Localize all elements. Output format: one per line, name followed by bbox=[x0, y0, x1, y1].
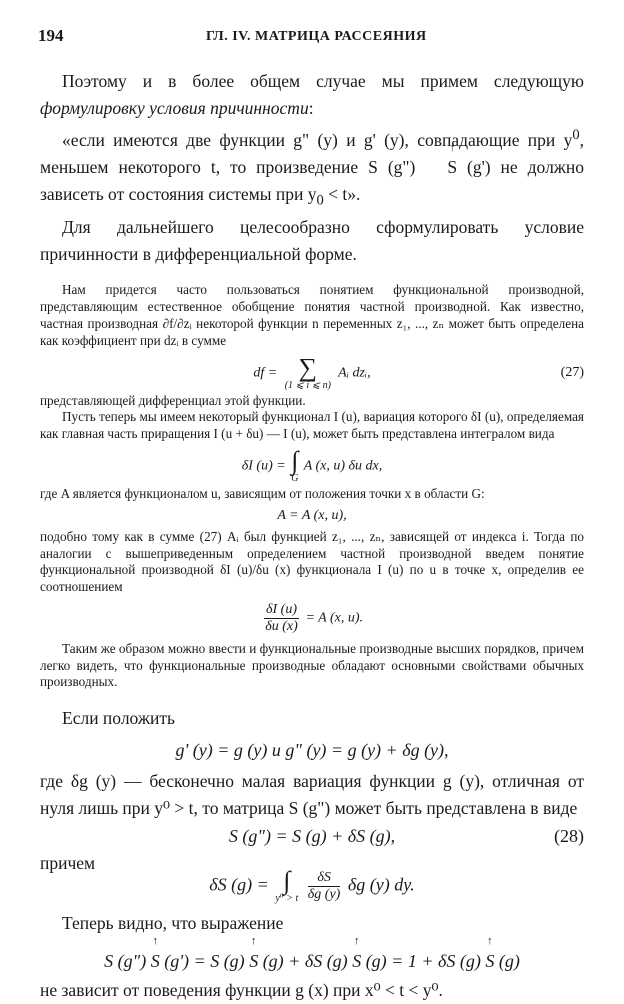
formula-rhs: δg (y) dy. bbox=[347, 874, 415, 895]
formula-lhs: δI (u) = bbox=[241, 458, 286, 474]
equation-number-28: (28) bbox=[554, 826, 584, 847]
text-span: < t». bbox=[323, 183, 361, 204]
formula-A: A = A (x, u), bbox=[277, 507, 347, 523]
formula-lhs: df = bbox=[253, 365, 278, 381]
formula-causality-product bbox=[40, 947, 584, 975]
paragraph-higher-derivatives: Таким же образом можно ввести и функциональные производные высших порядков, причем легко видеть, что функциональные производные обладают основными свойствами обычных производных. bbox=[40, 640, 584, 690]
text-span: Поэтому и в более общем случае мы примем следующую bbox=[62, 71, 584, 91]
text-span: , меньшем некоторого t, то произведение S (g") bbox=[40, 129, 584, 177]
paragraph-causality-intro bbox=[40, 68, 584, 122]
emphasis-causality: формулировку условия причинности bbox=[40, 98, 309, 118]
integral-limits: y⁰ > t bbox=[275, 893, 299, 905]
running-title: ГЛ. IV. МАТРИЦА РАССЕЯНИЯ bbox=[206, 29, 427, 44]
formula-part: (g) bbox=[494, 951, 520, 972]
equation-number-27: (27) bbox=[560, 364, 584, 380]
paragraph-analogy: подобно тому как в сумме (27) Aᵢ был функцией z₁, ..., zₙ, зависящей от индекса i. Тогда по аналогии с вышеприведенным определением частной производной введем понятие функциональной производной δI (u)/δu (x) функционала I (u) по u в точке x, определив ее соотношением bbox=[40, 528, 584, 595]
fraction-denominator: δg (y) bbox=[307, 887, 341, 903]
paragraph-independence: не зависит от поведения функции g (x) при x⁰ < t < y⁰. bbox=[40, 980, 443, 1001]
s-dagger: ↑ S bbox=[151, 947, 160, 975]
paragraph-differential-form: Для дальнейшего целесообразно сформулировать условие причинности в дифференциальной форме. bbox=[40, 217, 584, 265]
fraction-denominator: δu (x) bbox=[265, 618, 298, 634]
s-dagger: ↑ S bbox=[485, 947, 494, 975]
paragraph-functional-variation: Пусть теперь мы имеем некоторый функционал I (u), вариация которого δI (u), определяемая как главная часть приращения I (u + δu) — I (u), может быть представлена интегралом вида bbox=[40, 409, 584, 442]
formula-part: (g) = 1 + δS (g) bbox=[361, 951, 486, 972]
formula-rhs: = A (x, u). bbox=[305, 610, 364, 626]
s-dagger: ↑ S bbox=[425, 154, 457, 181]
subscript: 0 bbox=[316, 192, 324, 209]
paragraph-functional-derivative: Нам придется часто пользоваться понятием функциональной производной, представляющим естественное обобщение понятия частной производной. Как известно, частная производная ∂f/∂zᵢ некоторой функции n переменных z₁, ..., zₙ может быть определена как коэффициент при dzᵢ в сумме bbox=[40, 282, 584, 348]
fraction-numerator: δS bbox=[308, 870, 341, 887]
formula-functional-derivative bbox=[40, 602, 584, 635]
sum-symbol: ∑ bbox=[298, 352, 318, 382]
formula-g-definitions: g' (y) = g (y) и g" (y) = g (y) + δg (y), bbox=[175, 740, 449, 761]
text-span: (g') не должно зависеть от состояния системы при y bbox=[40, 156, 585, 204]
integral-operator bbox=[291, 445, 299, 484]
fraction-numerator: δI (u) bbox=[265, 601, 297, 617]
formula-rhs: A (x, u) δu dx, bbox=[303, 458, 383, 474]
sum-operator bbox=[284, 352, 331, 391]
paragraph-if-set: Если положить bbox=[62, 708, 175, 729]
formula-part: (g) + δS (g) bbox=[258, 951, 353, 972]
formula-body: S (g") = S (g) + δS (g), bbox=[228, 826, 396, 847]
page-body bbox=[40, 68, 584, 1004]
paragraph-causality-condition bbox=[40, 122, 584, 214]
formula-27 bbox=[40, 352, 584, 391]
formula-rhs: Aᵢ dzᵢ, bbox=[338, 365, 371, 381]
integral-operator bbox=[275, 866, 299, 905]
s-dagger: ↑ S bbox=[352, 947, 361, 975]
formula-variation-integral bbox=[40, 445, 584, 484]
paragraph-now-visible: Теперь видно, что выражение bbox=[62, 913, 284, 934]
fraction bbox=[264, 602, 299, 635]
fraction bbox=[308, 870, 341, 903]
superscript: 0 bbox=[572, 127, 580, 143]
paragraph-differential: представляющей дифференциал этой функции. bbox=[40, 392, 306, 408]
text-span: : bbox=[308, 98, 314, 118]
paragraph-functional-A: где A является функционалом u, зависящим от положения точки x в области G: bbox=[40, 485, 485, 501]
paragraph-variation-matrix: где δg (y) — бесконечно малая вариация функции g (y), отличная от нуля лишь при y⁰ > t, то матрица S (g") может быть представлена в виде bbox=[40, 771, 584, 819]
integral-symbol: ∫ bbox=[283, 866, 291, 896]
integral-limits: G bbox=[291, 472, 299, 484]
formula-delta-S bbox=[40, 866, 584, 905]
formula-part: S (g") bbox=[104, 951, 151, 972]
formula-28 bbox=[40, 822, 584, 850]
paragraph-moreover: причем bbox=[40, 853, 96, 874]
formula-part: (g') = S (g) bbox=[159, 951, 250, 972]
page-number: 194 bbox=[38, 26, 64, 45]
integral-symbol: ∫ bbox=[291, 445, 299, 475]
text-span: «если имеются две функции g" (y) и g' (y), совпадающие при y bbox=[62, 129, 573, 150]
formula-lhs: δS (g) = bbox=[209, 874, 269, 895]
sum-limits: (1 ⩽ i ⩽ n) bbox=[284, 379, 331, 391]
running-header bbox=[38, 26, 588, 48]
s-dagger: ↑ S bbox=[249, 947, 258, 975]
